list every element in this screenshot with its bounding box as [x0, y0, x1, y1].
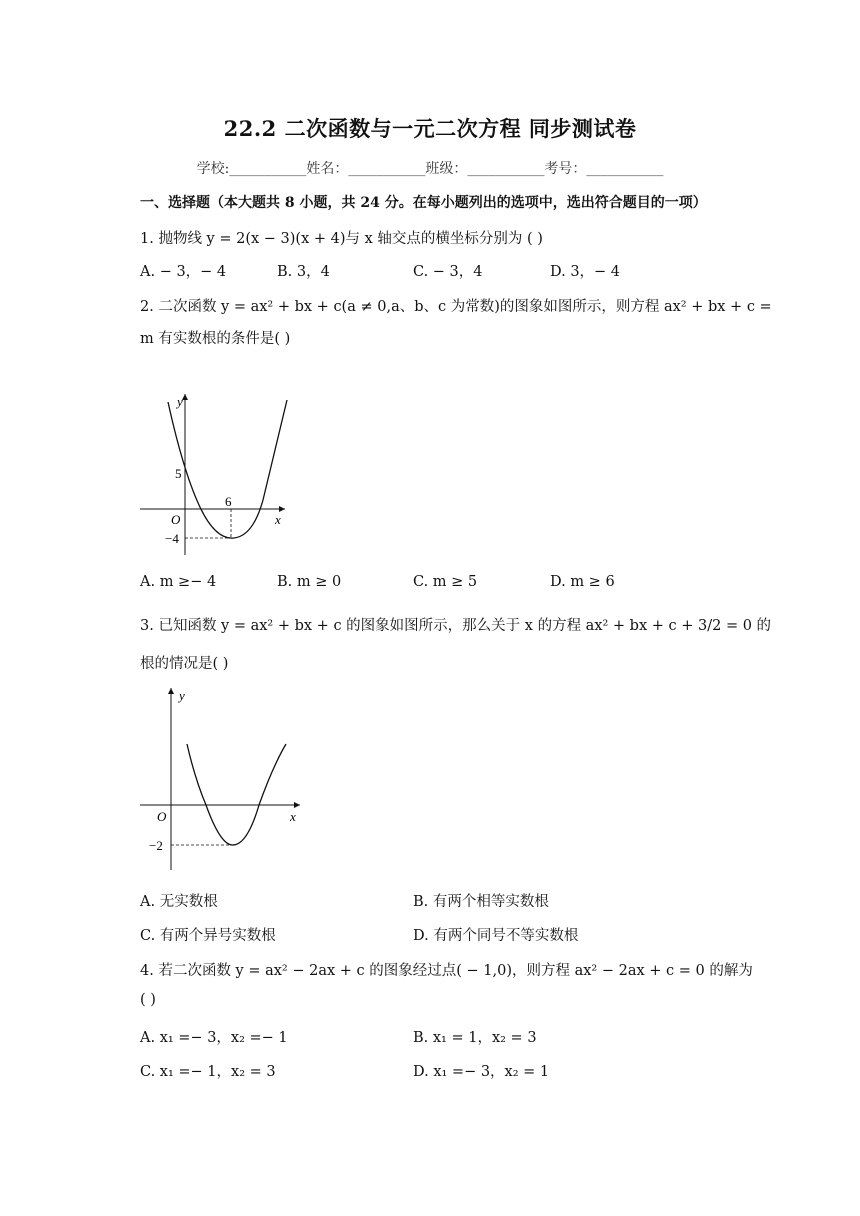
- section-heading: 一、选择题（本大题共 8 小题，共 24 分。在每小题列出的选项中，选出符合题目的一项）: [140, 195, 707, 211]
- q1-option-c: C. − 3，4: [413, 264, 483, 280]
- q4-option-a: A. x₁ =− 3，x₂ =− 1: [140, 1030, 288, 1046]
- q1-option-b: B. 3，4: [277, 264, 330, 280]
- q3-option-a: A. 无实数根: [140, 894, 218, 910]
- parabola-curve: [168, 400, 287, 538]
- q1-option-d: D. 3，− 4: [550, 264, 621, 280]
- q4-option-c: C. x₁ =− 1，x₂ = 3: [140, 1064, 276, 1080]
- q1-option-a: A. − 3，− 4: [140, 264, 227, 280]
- question-4-stem-line-2: ( ): [140, 992, 156, 1008]
- y-intercept-label: 5: [175, 466, 182, 481]
- question-2-stem-line-2: m 有实数根的条件是( ): [140, 331, 291, 347]
- q2-option-b: B. m ≥ 0: [277, 574, 342, 590]
- y-axis-label: y: [177, 394, 183, 409]
- parabola-curve: [187, 744, 286, 845]
- question-2-graph: [135, 390, 300, 560]
- origin-label: O: [171, 512, 181, 527]
- q3-option-c: C. 有两个异号实数根: [140, 928, 276, 944]
- q4-option-b: B. x₁ = 1，x₂ = 3: [413, 1030, 537, 1046]
- vertex-y-label: −4: [165, 531, 179, 546]
- student-info-line: 学校:___________姓名：___________班级：___________考号：___________: [196, 161, 664, 177]
- x-axis-label: x: [275, 512, 281, 527]
- question-3-graph: [135, 684, 310, 874]
- x-axis-label: x: [290, 809, 296, 824]
- q3-option-b: B. 有两个相等实数根: [413, 894, 549, 910]
- question-2-stem-line-1: 2. 二次函数 y = ax² + bx + c(a ≠ 0,a、b、c 为常数)的图象如图所示，则方程 ax² + bx + c =: [140, 299, 772, 315]
- q2-option-c: C. m ≥ 5: [413, 574, 478, 590]
- vertex-y-label: −2: [149, 838, 163, 853]
- q3-option-d: D. 有两个同号不等实数根: [413, 928, 579, 944]
- question-3-stem-line-2: 根的情况是( ): [140, 656, 229, 672]
- page-title: 22.2 二次函数与一元二次方程 同步测试卷: [223, 116, 637, 141]
- question-4-stem-line-1: 4. 若二次函数 y = ax² − 2ax + c 的图象经过点( − 1,0)，则方程 ax² − 2ax + c = 0 的解为: [140, 963, 753, 979]
- q2-option-d: D. m ≥ 6: [550, 574, 615, 590]
- vertex-x-label: 6: [225, 494, 232, 509]
- origin-label: O: [157, 809, 167, 824]
- y-axis-label: y: [179, 688, 185, 703]
- q4-option-d: D. x₁ =− 3，x₂ = 1: [413, 1064, 550, 1080]
- question-1-stem: 1. 抛物线 y = 2(x − 3)(x + 4)与 x 轴交点的横坐标分别为 ( ): [140, 231, 543, 247]
- question-3-stem-line-1: 3. 已知函数 y = ax² + bx + c 的图象如图所示，那么关于 x 的方程 ax² + bx + c + 3/2 = 0 的: [140, 618, 772, 634]
- q2-option-a: A. m ≥− 4: [140, 574, 217, 590]
